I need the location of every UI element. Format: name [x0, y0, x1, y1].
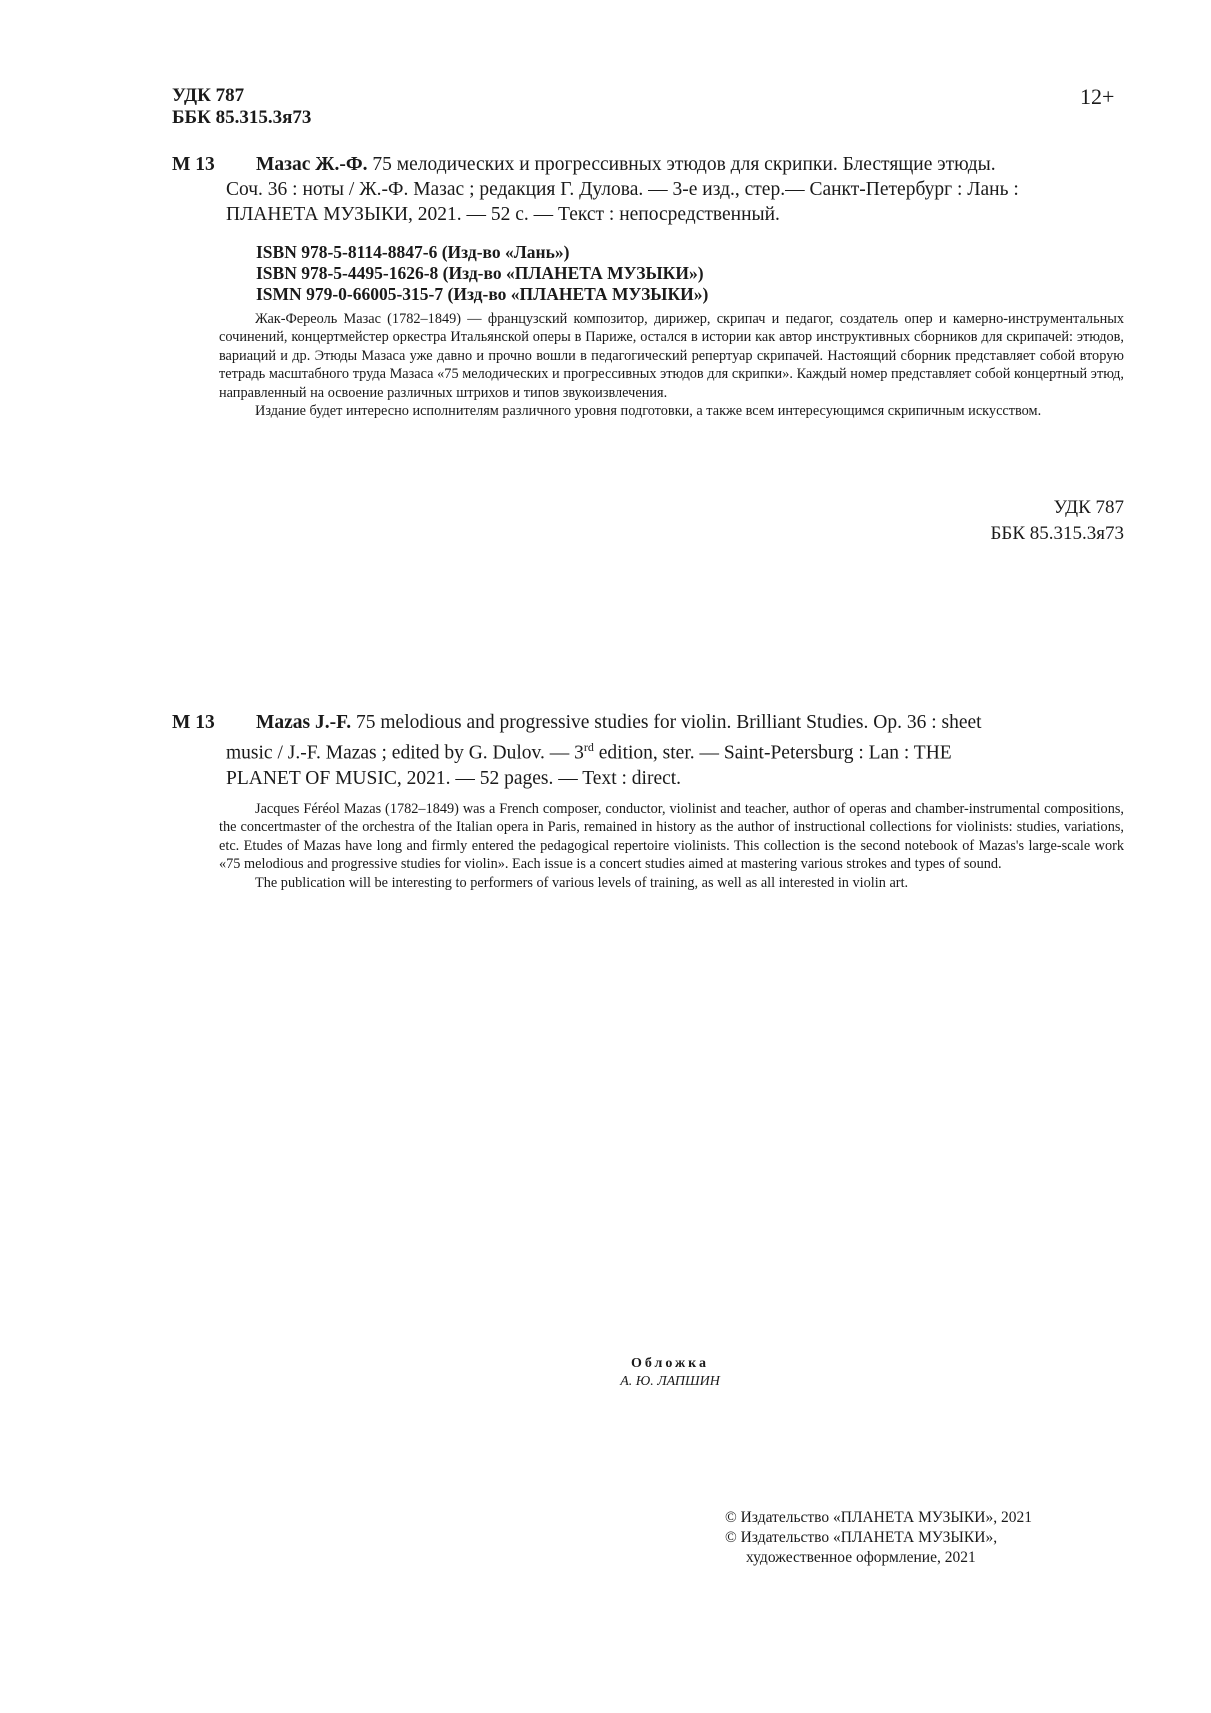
copyright-block [725, 1508, 1032, 1568]
en-edition-sup: rd [583, 740, 594, 754]
udk-bbk-right [991, 495, 1124, 547]
en-title-line3: PLANET OF MUSIC, 2021. — 52 pages. — Text : direct. [226, 767, 682, 789]
udk-code: УДК 787 [172, 85, 245, 106]
copyright-line3: художественное оформление, 2021 [746, 1549, 976, 1566]
ru-annotation-p2: Издание будет интересно исполнителям различного уровня подготовки, а также всем интересующимся скрипичным искусством. [255, 403, 1042, 420]
copyright-line2: © Издательство «ПЛАНЕТА МУЗЫКИ», [725, 1529, 998, 1546]
ru-title-line2: Соч. 36 : ноты / Ж.-Ф. Мазас ; редакция Г. Дулова. — 3-е изд., стер.— Санкт-Петербург : Лань : [226, 179, 1019, 200]
ru-bibliographic-entry [172, 152, 1124, 227]
ismn-planet: ISMN 979-0-66005-315-7 (Изд-во «ПЛАНЕТА МУЗЫКИ») [256, 284, 709, 304]
isbn-list [256, 242, 708, 305]
ru-author-mark: М 13 [172, 154, 215, 175]
en-annotation-p2: The publication will be interesting to performers of various levels of training, as well as all interested in violin art. [255, 874, 909, 891]
en-title-line1: 75 melodious and progressive studies for violin. Brilliant Studies. Op. 36 : sheet [351, 712, 982, 733]
ru-title-line1: 75 мелодических и прогрессивных этюдов для скрипки. Блестящие этюды. [367, 154, 996, 175]
cover-designer: А. Ю. ЛАПШИН [620, 1374, 720, 1389]
bbk-code: ББК 85.315.3я73 [172, 107, 312, 128]
en-author-mark: M 13 [172, 712, 215, 733]
en-title-line2b: edition, ster. — Saint-Petersburg : Lan : THE [593, 742, 952, 764]
ru-annotation-p1: Жак-Фереоль Мазас (1782–1849) — французский композитор, дирижер, скрипач и педагог, создатель опер и камерно-инструментальных сочинений, концертмейстер оркестра Итальянской оперы в Париже, остался в истории как автор инструктивных сборников для скрипачей: этюдов, вариаций и др. Этюды Мазаса уже давно и прочно вошли в педагогический репертуар скрипачей. Настоящий сборник представляет собой вторую тетрадь масштабного труда Мазаса «75 мелодических и прогрессивных этюдов для скрипки». Каждый номер представляет собой концертный этюд, направленный на освоение различных штрихов и типов звукоизвлечения. [219, 311, 1124, 401]
ru-title-line3: ПЛАНЕТА МУЗЫКИ, 2021. — 52 с. — Текст : непосредственный. [226, 204, 780, 225]
en-author: Mazas J.-F. [256, 712, 352, 733]
en-title-line2a: music / J.-F. Mazas ; edited by G. Dulov. — 3 [226, 742, 584, 764]
copyright-line1: © Издательство «ПЛАНЕТА МУЗЫКИ», 2021 [725, 1509, 1032, 1526]
en-annotation-p1: Jacques Féréol Mazas (1782–1849) was a French composer, conductor, violinist and teacher, author of operas and chamber-instrumental compositions, the concertmaster of the orchestra of the Italian opera in Paris, remained in history as the author of instructional collections for violinists: studies, variations, etc. Etudes of Mazas have long and firmly entered the pedagogical repertoire violinists. This collection is the second notebook of Mazas's large-scale work «75 melodious and progressive studies for violin». Each issue is a concert studies aimed at mastering various strokes and types of sound. [219, 801, 1124, 873]
cover-credit [560, 1355, 780, 1391]
cover-label: Обложка [630, 1356, 710, 1371]
ru-author: Мазас Ж.-Ф. [256, 154, 368, 175]
age-rating: 12+ [1080, 84, 1115, 109]
isbn-lan: ISBN 978-5-8114-8847-6 (Изд-во «Лань») [256, 242, 570, 262]
en-annotation [219, 800, 1124, 892]
udk-code-right: УДК 787 [1053, 497, 1124, 518]
en-bibliographic-entry [172, 710, 1124, 791]
isbn-planet: ISBN 978-5-4495-1626-8 (Изд-во «ПЛАНЕТА МУЗЫКИ») [256, 263, 704, 283]
ru-annotation [219, 310, 1124, 420]
bbk-code-right: ББК 85.315.3я73 [990, 523, 1124, 544]
udk-bbk-header [172, 85, 311, 129]
